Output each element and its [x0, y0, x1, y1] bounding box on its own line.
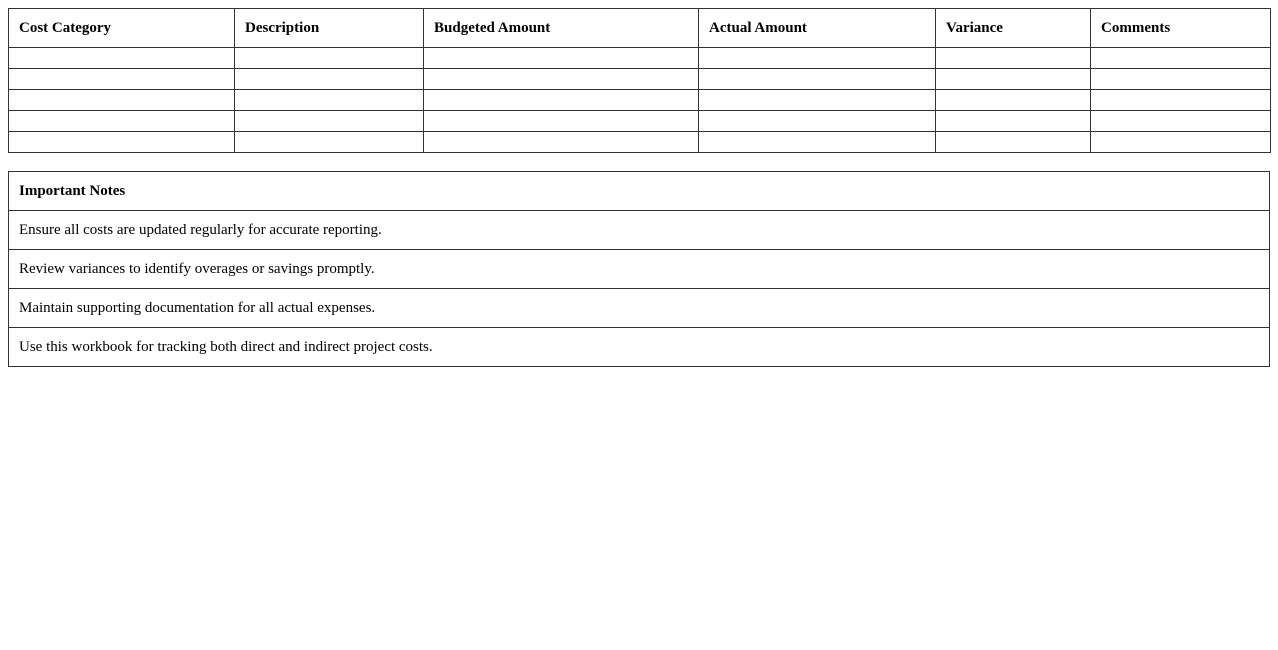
note-row	[9, 211, 1270, 250]
cell-cost-category[interactable]	[9, 48, 235, 69]
cell-comments[interactable]	[1091, 90, 1271, 111]
cell-budgeted-amount[interactable]	[424, 69, 699, 90]
table-row	[9, 111, 1271, 132]
cell-variance[interactable]	[936, 48, 1091, 69]
table-row	[9, 69, 1271, 90]
cell-comments[interactable]	[1091, 111, 1271, 132]
header-description: Description	[235, 9, 424, 48]
header-actual-amount: Actual Amount	[699, 9, 936, 48]
cell-actual-amount[interactable]	[699, 132, 936, 153]
notes-title: Important Notes	[9, 172, 1270, 211]
cell-variance[interactable]	[936, 111, 1091, 132]
cell-budgeted-amount[interactable]	[424, 48, 699, 69]
note-row	[9, 289, 1270, 328]
note-row	[9, 250, 1270, 289]
cell-budgeted-amount[interactable]	[424, 90, 699, 111]
cell-cost-category[interactable]	[9, 111, 235, 132]
cell-actual-amount[interactable]	[699, 111, 936, 132]
table-row	[9, 132, 1271, 153]
cell-variance[interactable]	[936, 69, 1091, 90]
note-item: Use this workbook for tracking both direct and indirect project costs.	[9, 328, 1270, 367]
table-row	[9, 90, 1271, 111]
cell-variance[interactable]	[936, 90, 1091, 111]
header-budgeted-amount: Budgeted Amount	[424, 9, 699, 48]
note-row	[9, 328, 1270, 367]
cell-budgeted-amount[interactable]	[424, 111, 699, 132]
cell-comments[interactable]	[1091, 69, 1271, 90]
cell-description[interactable]	[235, 90, 424, 111]
header-variance: Variance	[936, 9, 1091, 48]
header-comments: Comments	[1091, 9, 1271, 48]
cell-comments[interactable]	[1091, 132, 1271, 153]
cell-cost-category[interactable]	[9, 69, 235, 90]
cell-variance[interactable]	[936, 132, 1091, 153]
cell-description[interactable]	[235, 48, 424, 69]
cell-cost-category[interactable]	[9, 132, 235, 153]
cell-description[interactable]	[235, 111, 424, 132]
cost-tracking-table	[8, 8, 1271, 153]
cell-cost-category[interactable]	[9, 90, 235, 111]
note-item: Maintain supporting documentation for all actual expenses.	[9, 289, 1270, 328]
cell-description[interactable]	[235, 69, 424, 90]
cell-comments[interactable]	[1091, 48, 1271, 69]
table-header-row	[9, 9, 1271, 48]
cell-actual-amount[interactable]	[699, 69, 936, 90]
notes-header-row	[9, 172, 1270, 211]
cell-actual-amount[interactable]	[699, 90, 936, 111]
header-cost-category: Cost Category	[9, 9, 235, 48]
cell-budgeted-amount[interactable]	[424, 132, 699, 153]
important-notes-table	[8, 171, 1270, 367]
note-item: Review variances to identify overages or savings promptly.	[9, 250, 1270, 289]
cell-actual-amount[interactable]	[699, 48, 936, 69]
note-item: Ensure all costs are updated regularly for accurate reporting.	[9, 211, 1270, 250]
table-row	[9, 48, 1271, 69]
cell-description[interactable]	[235, 132, 424, 153]
